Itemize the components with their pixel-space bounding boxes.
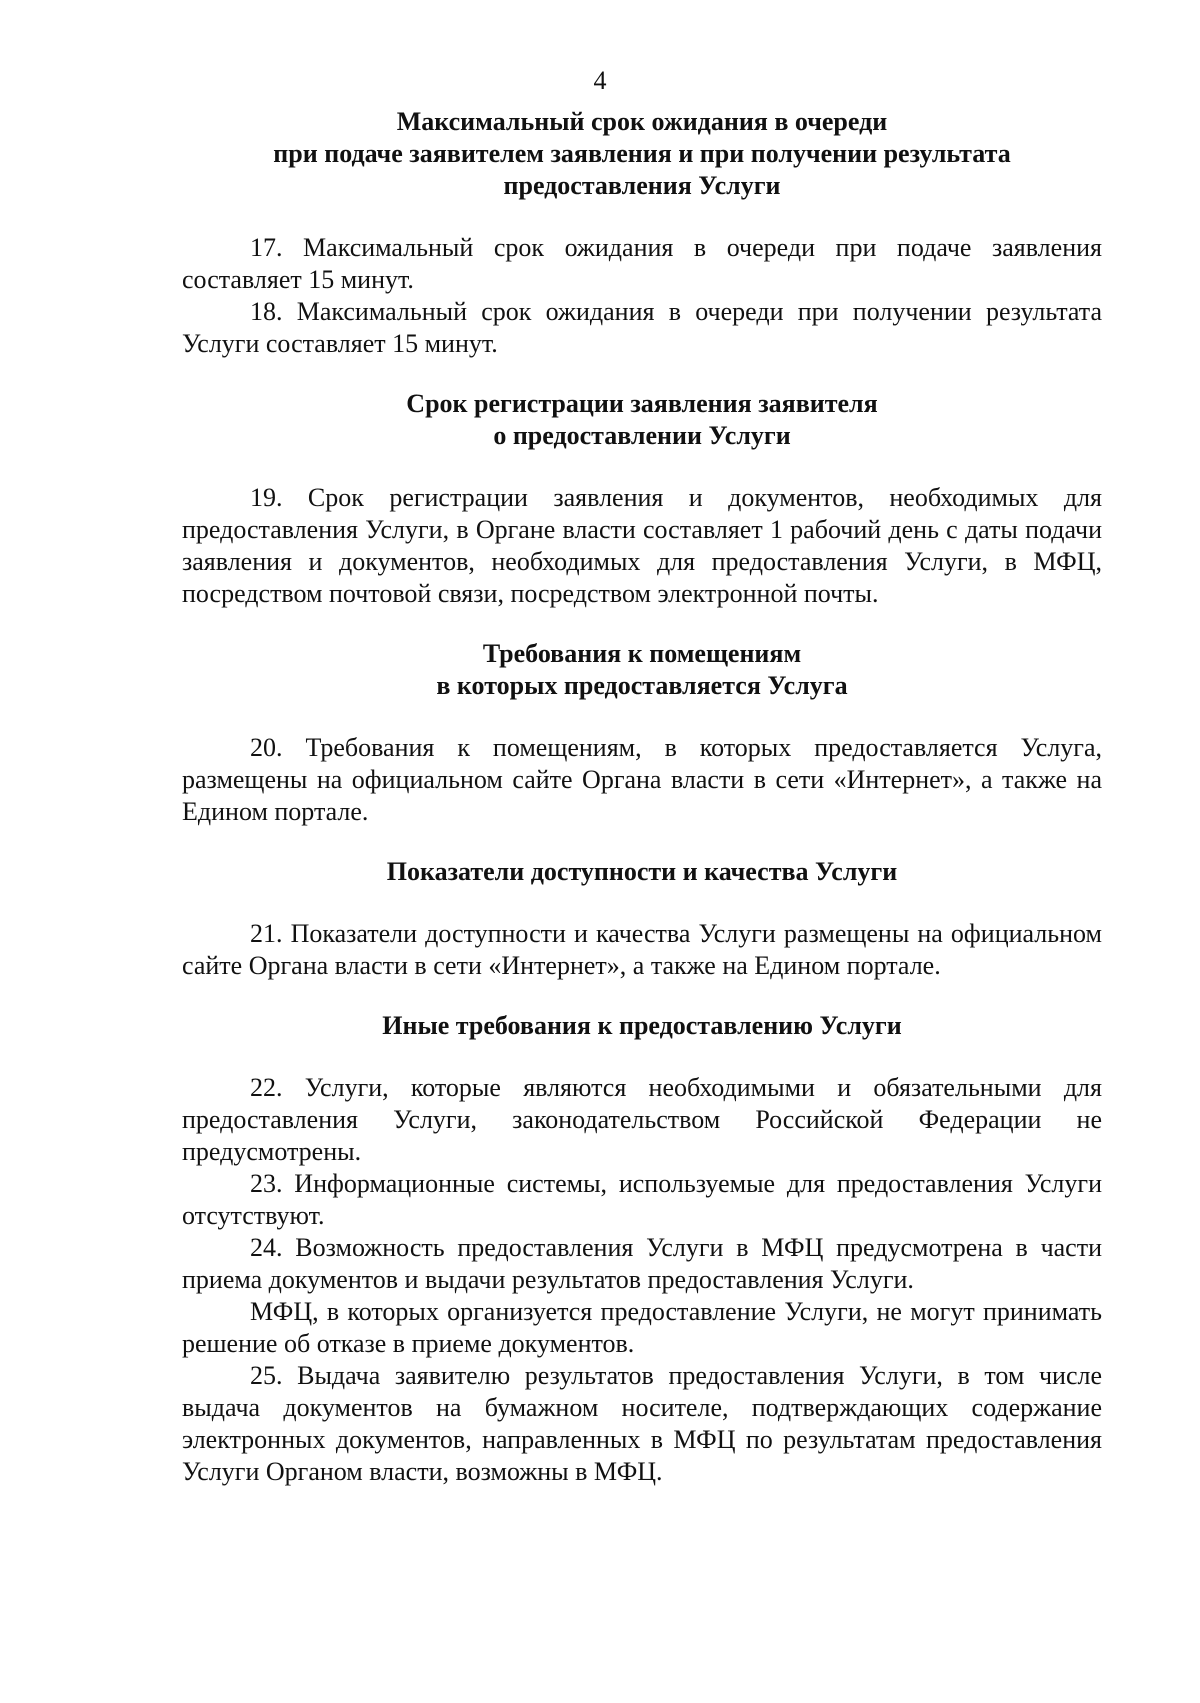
section-premises-requirements — [182, 638, 1102, 828]
section-heading — [182, 638, 1102, 702]
section-heading — [182, 388, 1102, 452]
section-heading — [182, 1010, 1102, 1042]
heading-line: в которых предоставляется Услуга — [436, 671, 848, 700]
paragraph-21: 21. Показатели доступности и качества Услуги размещены на официальном сайте Органа власти в сети «Интернет», а также на Едином портале. — [182, 919, 1102, 980]
paragraph-24: 24. Возможность предоставления Услуги в МФЦ предусмотрена в части приема документов и выдачи результатов предоставления Услуги. — [182, 1233, 1102, 1294]
section-accessibility-indicators — [182, 856, 1102, 982]
heading-line: Требования к помещениям — [482, 639, 802, 668]
document-body — [182, 106, 1102, 1488]
paragraph-18: 18. Максимальный срок ожидания в очереди при получении результата Услуги составляет 15 минут. — [182, 297, 1102, 358]
heading-line: предоставления Услуги — [503, 171, 781, 200]
heading-line: Срок регистрации заявления заявителя — [406, 389, 878, 418]
heading-line: Иные требования к предоставлению Услуги — [382, 1011, 902, 1040]
paragraph-23: 23. Информационные системы, используемые для предоставления Услуги отсутствуют. — [182, 1169, 1102, 1230]
heading-line: Максимальный срок ожидания в очереди — [396, 107, 888, 136]
section-other-requirements — [182, 1010, 1102, 1488]
heading-line: при подаче заявителем заявления и при получении результата — [273, 139, 1011, 168]
paragraph-20: 20. Требования к помещениям, в которых предоставляется Услуга, размещены на официальном сайте Органа власти в сети «Интернет», а также на Едином портале. — [182, 733, 1102, 826]
paragraph-22: 22. Услуги, которые являются необходимыми и обязательными для предоставления Услуги, законодательством Российской Федерации не предусмотрены. — [182, 1073, 1102, 1166]
paragraph-19: 19. Срок регистрации заявления и документов, необходимых для предоставления Услуги, в Органе власти составляет 1 рабочий день с даты подачи заявления и документов, необходимых для предоставления Услуги, в МФЦ, посредством почтовой связи, посредством электронной почты. — [182, 483, 1102, 608]
section-heading — [182, 106, 1102, 202]
paragraph-mfc: МФЦ, в которых организуется предоставление Услуги, не могут принимать решение об отказе в приеме документов. — [182, 1297, 1102, 1358]
paragraph-17: 17. Максимальный срок ожидания в очереди при подаче заявления составляет 15 минут. — [182, 233, 1102, 294]
paragraph-25: 25. Выдача заявителю результатов предоставления Услуги, в том числе выдача документов на бумажном носителе, подтверждающих содержание электронных документов, направленных в МФЦ по результатам предоставления Услуги Органом власти, возможны в МФЦ. — [182, 1361, 1102, 1486]
heading-line: о предоставлении Услуги — [493, 421, 791, 450]
section-max-queue-wait — [182, 106, 1102, 360]
section-heading — [182, 856, 1102, 888]
page-number: 4 — [593, 66, 607, 95]
section-registration-term — [182, 388, 1102, 610]
heading-line: Показатели доступности и качества Услуги — [386, 857, 898, 886]
